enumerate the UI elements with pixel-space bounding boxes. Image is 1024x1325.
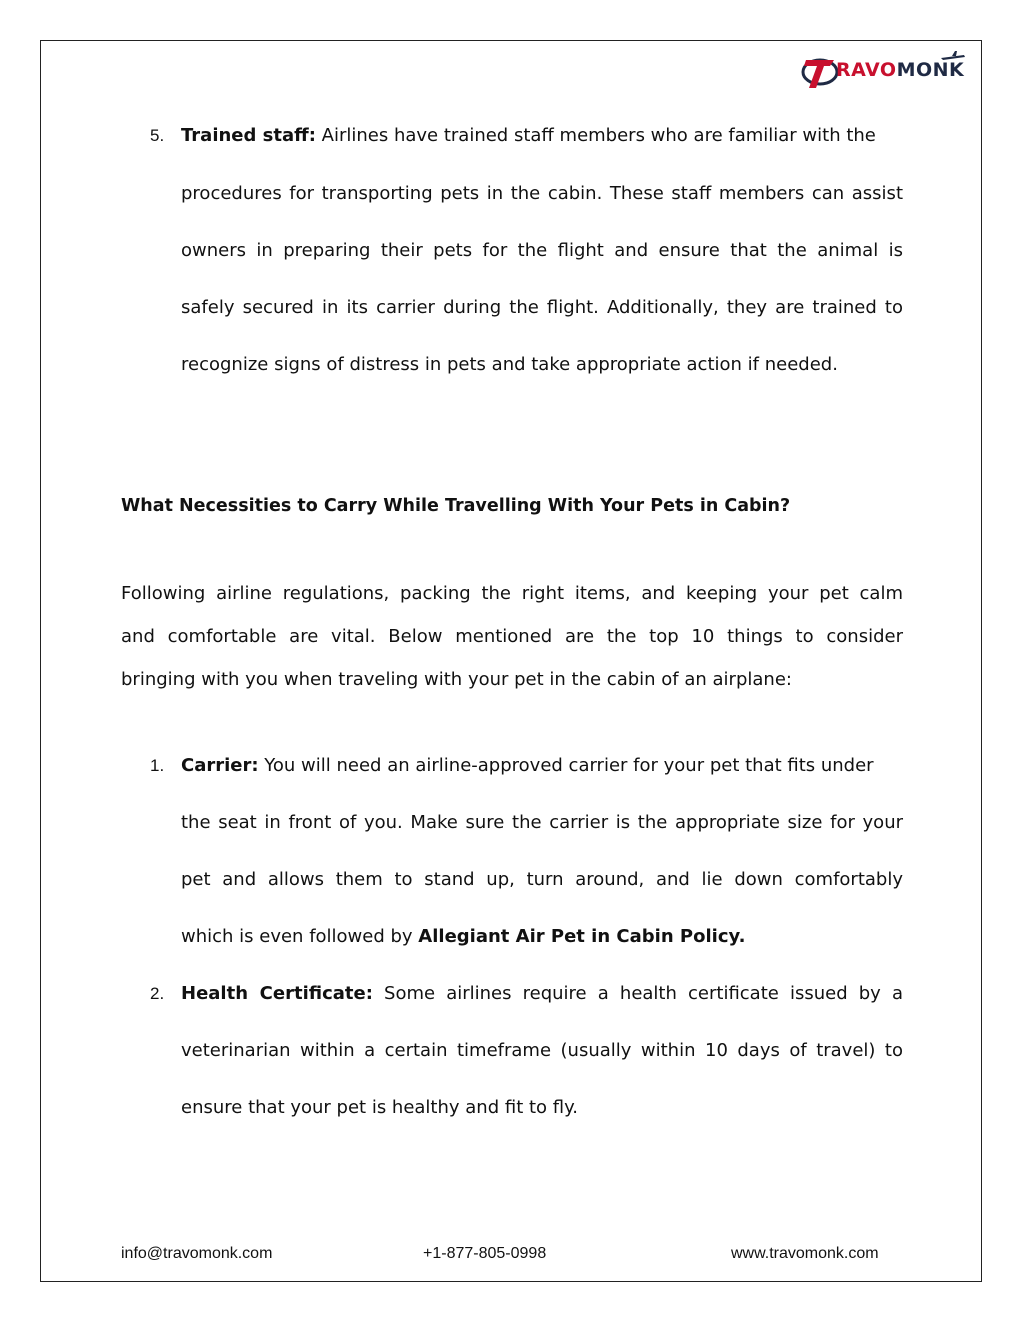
brand-wordmark-part2: MONK bbox=[896, 59, 965, 81]
footer-phone[interactable]: +1-877-805-0998 bbox=[423, 1245, 547, 1262]
item5-line-2: procedures for transporting pets in the cabin. These staff members can assist bbox=[181, 183, 903, 204]
list-number-2: 2. bbox=[150, 984, 165, 1003]
item1-text-4: which is even followed by bbox=[181, 926, 419, 947]
item5-line-1 bbox=[181, 124, 903, 148]
item2-text-1: Some airlines require a health certificate issued by a bbox=[372, 983, 903, 1004]
item1-lead: Carrier: bbox=[181, 755, 259, 776]
list-number-5: 5. bbox=[150, 126, 165, 145]
brand-wordmark-part1: RAVO bbox=[836, 59, 897, 81]
item1-text-1: You will need an airline-approved carrier for your pet that fits under bbox=[258, 755, 874, 776]
item5-line-5: recognize signs of distress in pets and take appropriate action if needed. bbox=[181, 354, 838, 375]
list-number-1: 1. bbox=[150, 756, 165, 775]
policy-link[interactable]: Allegiant Air Pet in Cabin Policy. bbox=[418, 926, 746, 947]
brand-wordmark bbox=[836, 59, 964, 81]
intro-line-1: Following airline regulations, packing the right items, and keeping your pet calm bbox=[121, 583, 903, 604]
footer-email[interactable]: info@travomonk.com bbox=[121, 1245, 273, 1262]
brand-logo bbox=[800, 50, 970, 92]
logo-mark-icon bbox=[800, 50, 840, 92]
item5-line-3: owners in preparing their pets for the flight and ensure that the animal is bbox=[181, 240, 903, 261]
item5-line-4: safely secured in its carrier during the flight. Additionally, they are trained to bbox=[181, 297, 903, 318]
item1-line-2: the seat in front of you. Make sure the carrier is the appropriate size for your bbox=[181, 812, 903, 833]
item5-text-1: Airlines have trained staff members who are familiar with the bbox=[315, 125, 876, 146]
item2-line-2: veterinarian within a certain timeframe (usually within 10 days of travel) to bbox=[181, 1040, 903, 1061]
section-heading: What Necessities to Carry While Travelling With Your Pets in Cabin? bbox=[121, 496, 791, 516]
item1-line-3: pet and allows them to stand up, turn around, and lie down comfortably bbox=[181, 869, 903, 890]
intro-line-3: bringing with you when traveling with your pet in the cabin of an airplane: bbox=[121, 669, 792, 690]
item1-line-1 bbox=[181, 754, 903, 778]
item1-line-4 bbox=[181, 925, 903, 949]
footer-website[interactable]: www.travomonk.com bbox=[731, 1245, 879, 1262]
item2-lead: Health Certificate: bbox=[181, 983, 373, 1004]
item2-line-1 bbox=[181, 982, 903, 1006]
intro-line-2: and comfortable are vital. Below mentioned are the top 10 things to consider bbox=[121, 626, 903, 647]
item5-lead: Trained staff: bbox=[181, 125, 316, 146]
item2-line-3: ensure that your pet is healthy and fit to fly. bbox=[181, 1097, 578, 1118]
